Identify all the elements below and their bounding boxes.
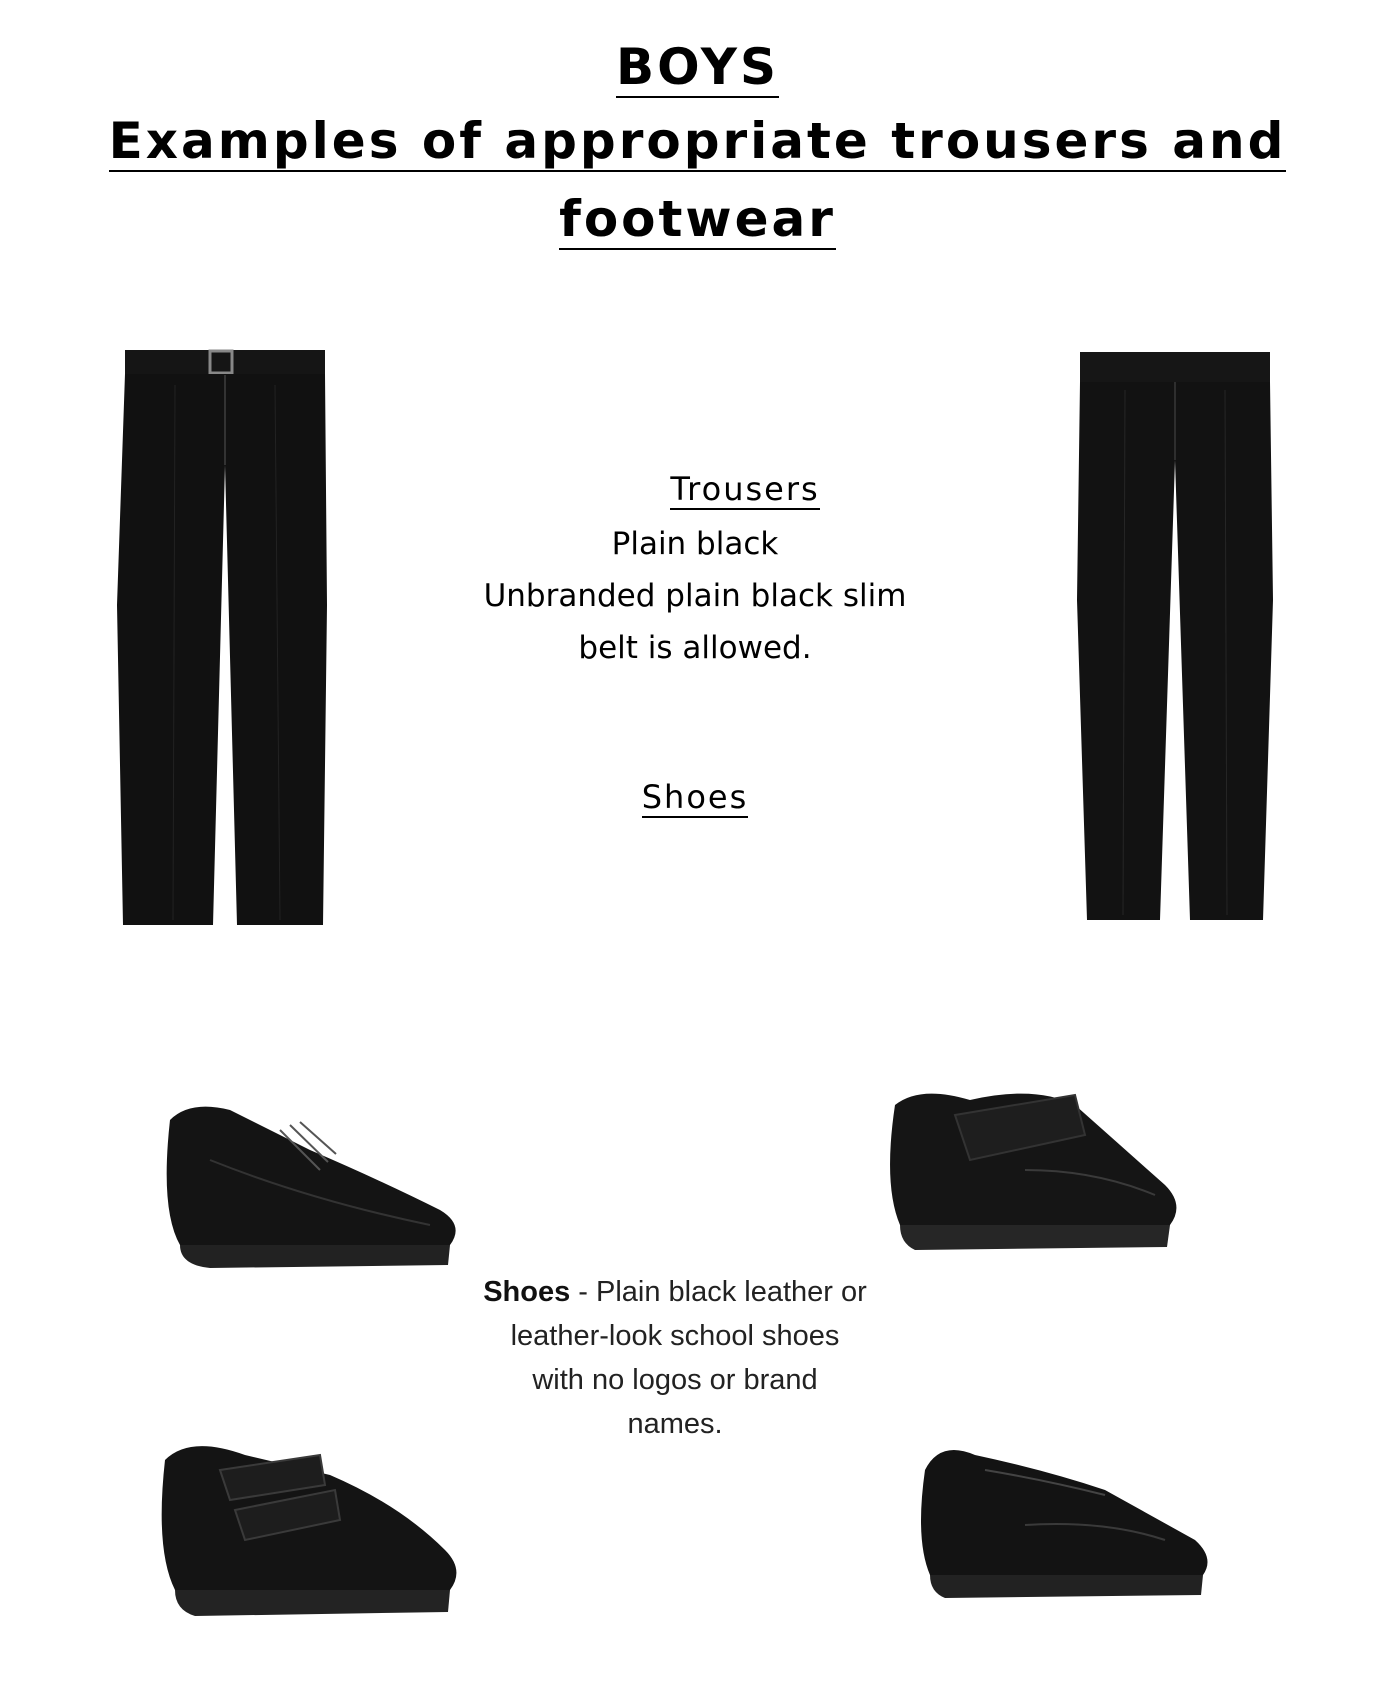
shoes-heading: Shoes <box>641 778 749 816</box>
trousers-line-1: Plain black <box>611 526 779 562</box>
shoes-note-line-3: with no logos or brand <box>532 1364 818 1396</box>
trousers-line-3: belt is allowed. <box>578 630 812 666</box>
shoes-note-line-4: names. <box>627 1408 723 1440</box>
shoes-description <box>455 1270 895 1446</box>
trousers-heading: Trousers <box>670 470 820 508</box>
page-title-boys: BOYS <box>615 38 780 96</box>
page-subtitle-line1: Examples of appropriate trousers and <box>108 112 1287 170</box>
lace-up-shoe-image <box>150 1090 470 1280</box>
trousers-with-belt-image <box>115 345 335 935</box>
slip-on-shoe-image <box>905 1430 1225 1610</box>
trousers-plain-image <box>1075 350 1275 930</box>
shoes-note-line-1: Shoes - Plain black leather or <box>483 1276 867 1308</box>
trousers-description <box>440 518 950 674</box>
shoes-note-line-2: leather-look school shoes <box>510 1320 840 1352</box>
trousers-line-2: Unbranded plain black slim <box>483 578 907 614</box>
page-subtitle-line2: footwear <box>559 190 836 248</box>
double-strap-shoe-image <box>150 1430 470 1630</box>
strap-shoe-image <box>875 1075 1195 1265</box>
